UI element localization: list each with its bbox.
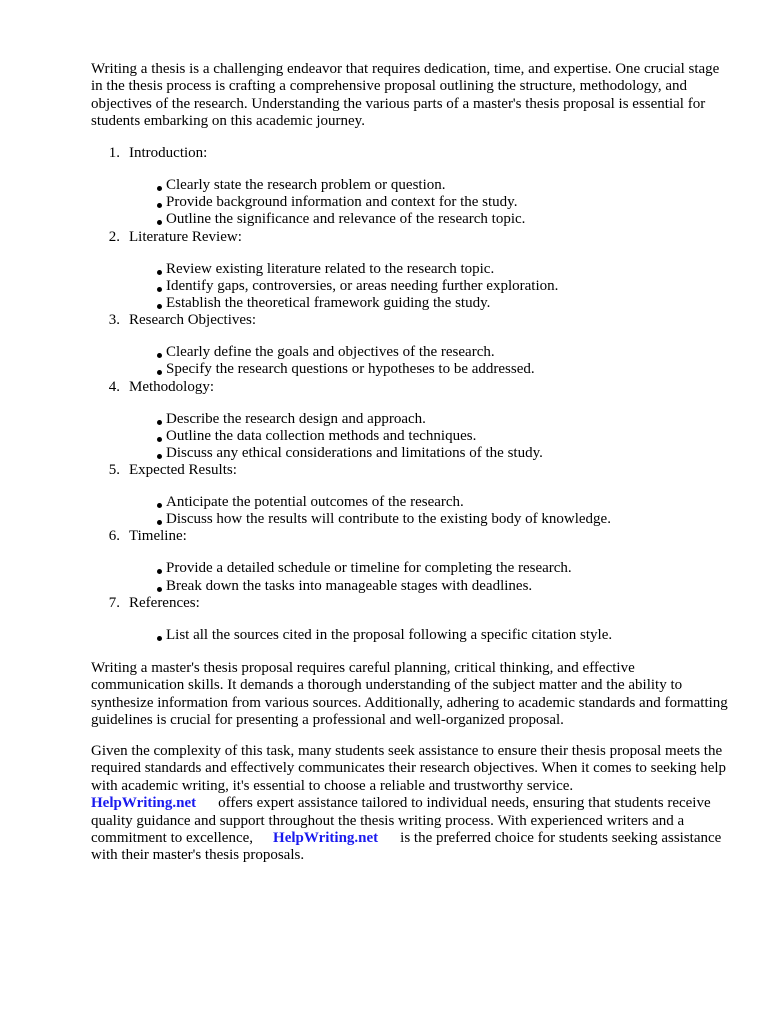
section-title: Research Objectives:: [129, 312, 257, 329]
bullet-text: Outline the data collection methods and techniques.: [166, 427, 477, 444]
section-number: 1.: [108, 145, 120, 161]
bullet-item: [157, 194, 731, 211]
section-bullet-list: [91, 396, 731, 463]
bullet-dot-icon: [157, 203, 162, 208]
section-title: References:: [129, 594, 200, 611]
section-bullet-list: [91, 479, 731, 528]
intro-paragraph: Writing a thesis is a challenging endeavor that requires dedication, time, and expertise. One crucial stage in the thesis process is crafting a comprehensive proposal outlining the structure, methodology, and objectives of the research. Understanding the various parts of a master's thesis proposal is essential for students embarking on this academic journey.: [91, 61, 720, 130]
bullet-item: [157, 278, 731, 295]
helpwriting-link-2[interactable]: HelpWriting.net: [273, 830, 379, 847]
assistance-text-1: Given the complexity of this task, many students seek assistance to ensure their thesis proposal meets the required standards and effectively communicates their research objectives. When it comes to seeking help with academic writing, it's essential to choose a reliable and trustworthy service.: [91, 743, 727, 794]
bullet-text: Break down the tasks into manageable stages with deadlines.: [166, 577, 533, 594]
bullet-dot-icon: [157, 370, 162, 375]
assistance-text-2: offers expert assistance tailored to individual needs, ensuring that students receive quality guidance and support throughout the thesis writing process. With experienced writers and a commitment to excellence,: [91, 795, 711, 847]
bullet-text: Establish the theoretical framework guiding the study.: [166, 294, 491, 311]
section-item: [91, 528, 731, 594]
assistance-text-3: is the preferred choice for students seeking assistance with their master's thesis proposals.: [91, 830, 722, 864]
bullet-item: [157, 627, 731, 644]
bullet-dot-icon: [157, 437, 162, 442]
bullet-item: [157, 177, 731, 194]
section-heading: [91, 595, 731, 612]
section-heading: [91, 528, 731, 545]
section-item: [91, 462, 731, 528]
section-item: [91, 145, 731, 229]
bullet-item: [157, 445, 731, 462]
section-heading: [91, 145, 731, 162]
proposal-sections-list: [91, 145, 731, 644]
section-bullet-list: [91, 246, 731, 313]
bullet-item: [157, 511, 731, 528]
bullet-text: Specify the research questions or hypotheses to be addressed.: [166, 361, 535, 378]
bullet-item: [157, 295, 731, 312]
section-title: Literature Review:: [129, 228, 242, 245]
bullet-item: [157, 428, 731, 445]
bullet-item: [157, 361, 731, 378]
bullet-item: [157, 560, 731, 577]
section-bullet-list: [91, 162, 731, 229]
section-item: [91, 595, 731, 644]
bullet-dot-icon: [157, 304, 162, 309]
bullet-item: [157, 344, 731, 361]
assistance-paragraph: [91, 743, 731, 865]
bullet-text: Outline the significance and relevance of the research topic.: [166, 211, 526, 228]
bullet-dot-icon: [157, 503, 162, 508]
section-number: 3.: [108, 312, 120, 329]
section-number: 7.: [108, 594, 120, 611]
bullet-text: Discuss how the results will contribute to the existing body of knowledge.: [166, 511, 611, 528]
section-number: 4.: [108, 378, 120, 395]
bullet-dot-icon: [157, 186, 162, 191]
bullet-dot-icon: [157, 454, 162, 459]
section-heading: [91, 229, 731, 246]
section-item: [91, 312, 731, 378]
bullet-dot-icon: [157, 587, 162, 592]
bullet-dot-icon: [157, 220, 162, 225]
bullet-item: [157, 494, 731, 511]
bullet-item: [157, 211, 731, 228]
bullet-dot-icon: [157, 636, 162, 641]
section-number: 5.: [108, 462, 120, 479]
section-title: Expected Results:: [129, 462, 237, 479]
section-title: Introduction:: [129, 145, 208, 161]
bullet-text: Clearly state the research problem or question.: [166, 177, 446, 193]
section-bullet-list: [91, 612, 731, 644]
bullet-text: Discuss any ethical considerations and limitations of the study.: [166, 444, 543, 461]
bullet-dot-icon: [157, 420, 162, 425]
bullet-item: [157, 578, 731, 595]
section-heading: [91, 462, 731, 479]
bullet-dot-icon: [157, 569, 162, 574]
section-bullet-list: [91, 545, 731, 594]
bullet-dot-icon: [157, 353, 162, 358]
section-title: Timeline:: [129, 528, 187, 545]
bullet-item: [157, 411, 731, 428]
bullet-item: [157, 261, 731, 278]
helpwriting-link-1[interactable]: HelpWriting.net: [91, 795, 197, 812]
planning-paragraph: Writing a master's thesis proposal requires careful planning, critical thinking, and effective communication skills. It demands a thorough understanding of the subject matter and the ability to synthesize information from various sources. Additionally, adhering to academic standards and formatting guidelines is crucial for presenting a professional and well-organized proposal.: [91, 660, 728, 729]
section-item: [91, 229, 731, 313]
bullet-dot-icon: [157, 520, 162, 525]
bullet-text: Describe the research design and approach.: [166, 410, 426, 427]
bullet-text: Clearly define the goals and objectives of the research.: [166, 344, 495, 361]
bullet-text: Review existing literature related to the research topic.: [166, 260, 495, 277]
bullet-text: Provide a detailed schedule or timeline for completing the research.: [166, 560, 572, 577]
bullet-text: List all the sources cited in the proposal following a specific citation style.: [166, 626, 613, 643]
bullet-text: Identify gaps, controversies, or areas needing further exploration.: [166, 277, 559, 294]
bullet-dot-icon: [157, 287, 162, 292]
section-item: [91, 379, 731, 463]
bullet-dot-icon: [157, 270, 162, 275]
bullet-text: Anticipate the potential outcomes of the research.: [166, 494, 464, 511]
section-number: 2.: [108, 228, 120, 245]
section-heading: [91, 312, 731, 329]
section-heading: [91, 379, 731, 396]
section-title: Methodology:: [129, 378, 214, 395]
section-bullet-list: [91, 329, 731, 378]
section-number: 6.: [108, 528, 120, 545]
bullet-text: Provide background information and context for the study.: [166, 194, 518, 211]
